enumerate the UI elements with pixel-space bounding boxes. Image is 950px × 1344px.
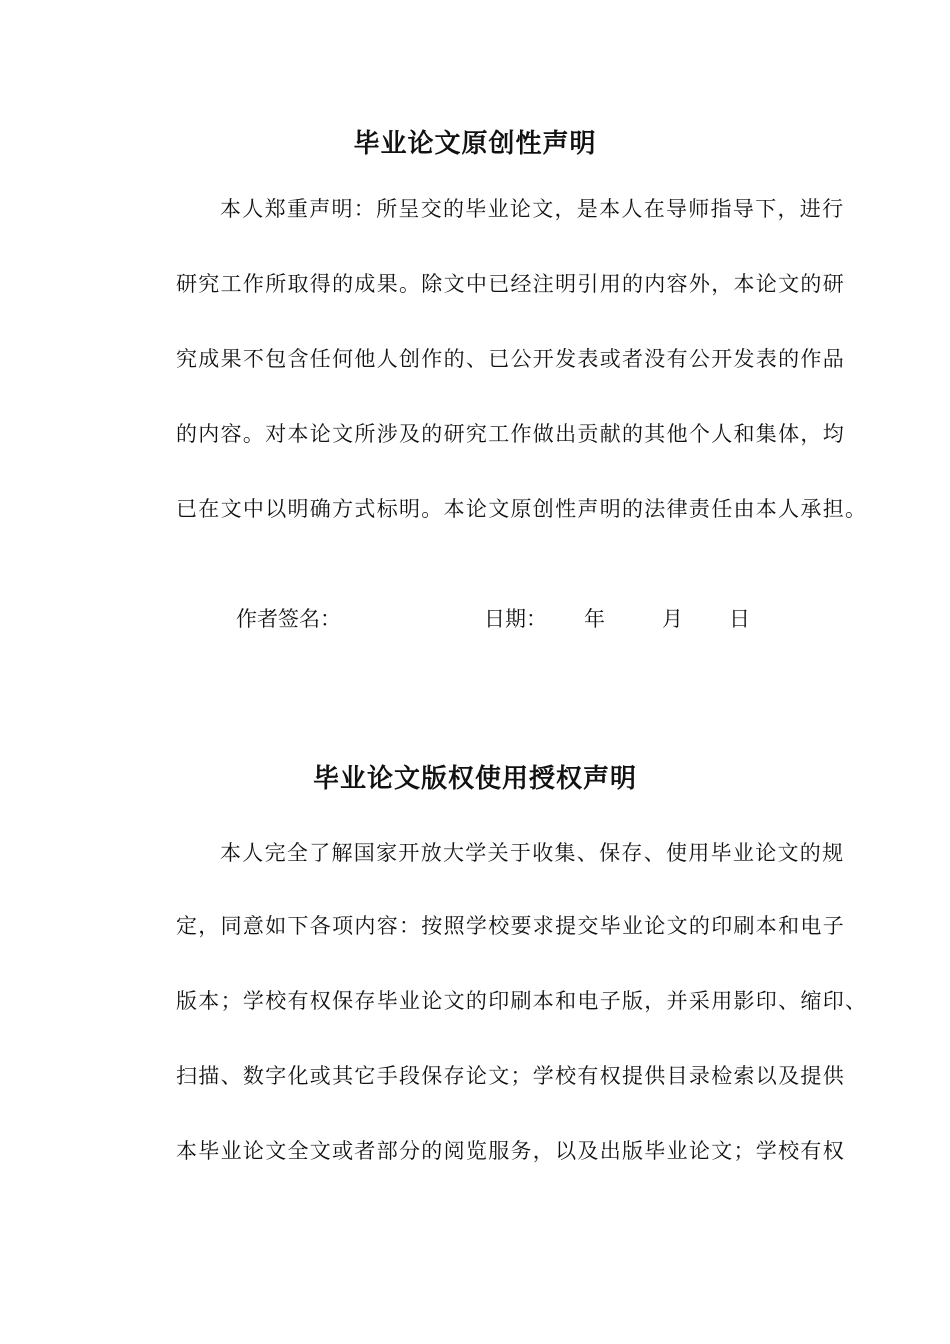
originality-paragraph-line: 的内容。对本论文所涉及的研究工作做出贡献的其他个人和集体，均 xyxy=(176,422,845,446)
copyright-paragraph-line: 扫描、数字化或其它手段保存论文；学校有权提供目录检索以及提供 xyxy=(176,1064,845,1088)
originality-paragraph-line: 研究工作所取得的成果。除文中已经注明引用的内容外，本论文的研 xyxy=(176,272,845,296)
originality-declaration-title: 毕业论文原创性声明 xyxy=(353,129,597,159)
author-signature-label: 作者签名： xyxy=(236,607,341,631)
originality-paragraph-line: 究成果不包含任何他人创作的、已公开发表或者没有公开发表的作品 xyxy=(176,347,845,371)
date-label: 日期： xyxy=(484,607,547,631)
copyright-paragraph-line: 本人完全了解国家开放大学关于收集、保存、使用毕业论文的规 xyxy=(220,841,845,865)
copyright-paragraph-line: 定，同意如下各项内容：按照学校要求提交毕业论文的印刷本和电子 xyxy=(176,914,845,938)
year-label: 年 xyxy=(584,607,605,631)
month-label: 月 xyxy=(662,607,683,631)
copyright-paragraph-line: 本毕业论文全文或者部分的阅览服务，以及出版毕业论文；学校有权 xyxy=(176,1139,845,1163)
copyright-paragraph-line: 版本；学校有权保存毕业论文的印刷本和电子版，并采用影印、缩印、 xyxy=(176,989,868,1013)
copyright-authorization-title: 毕业论文版权使用授权声明 xyxy=(312,764,637,794)
day-label: 日 xyxy=(729,607,750,631)
originality-paragraph-line: 已在文中以明确方式标明。本论文原创性声明的法律责任由本人承担。 xyxy=(176,497,868,521)
originality-paragraph-line: 本人郑重声明：所呈交的毕业论文，是本人在导师指导下，进行 xyxy=(220,197,845,221)
